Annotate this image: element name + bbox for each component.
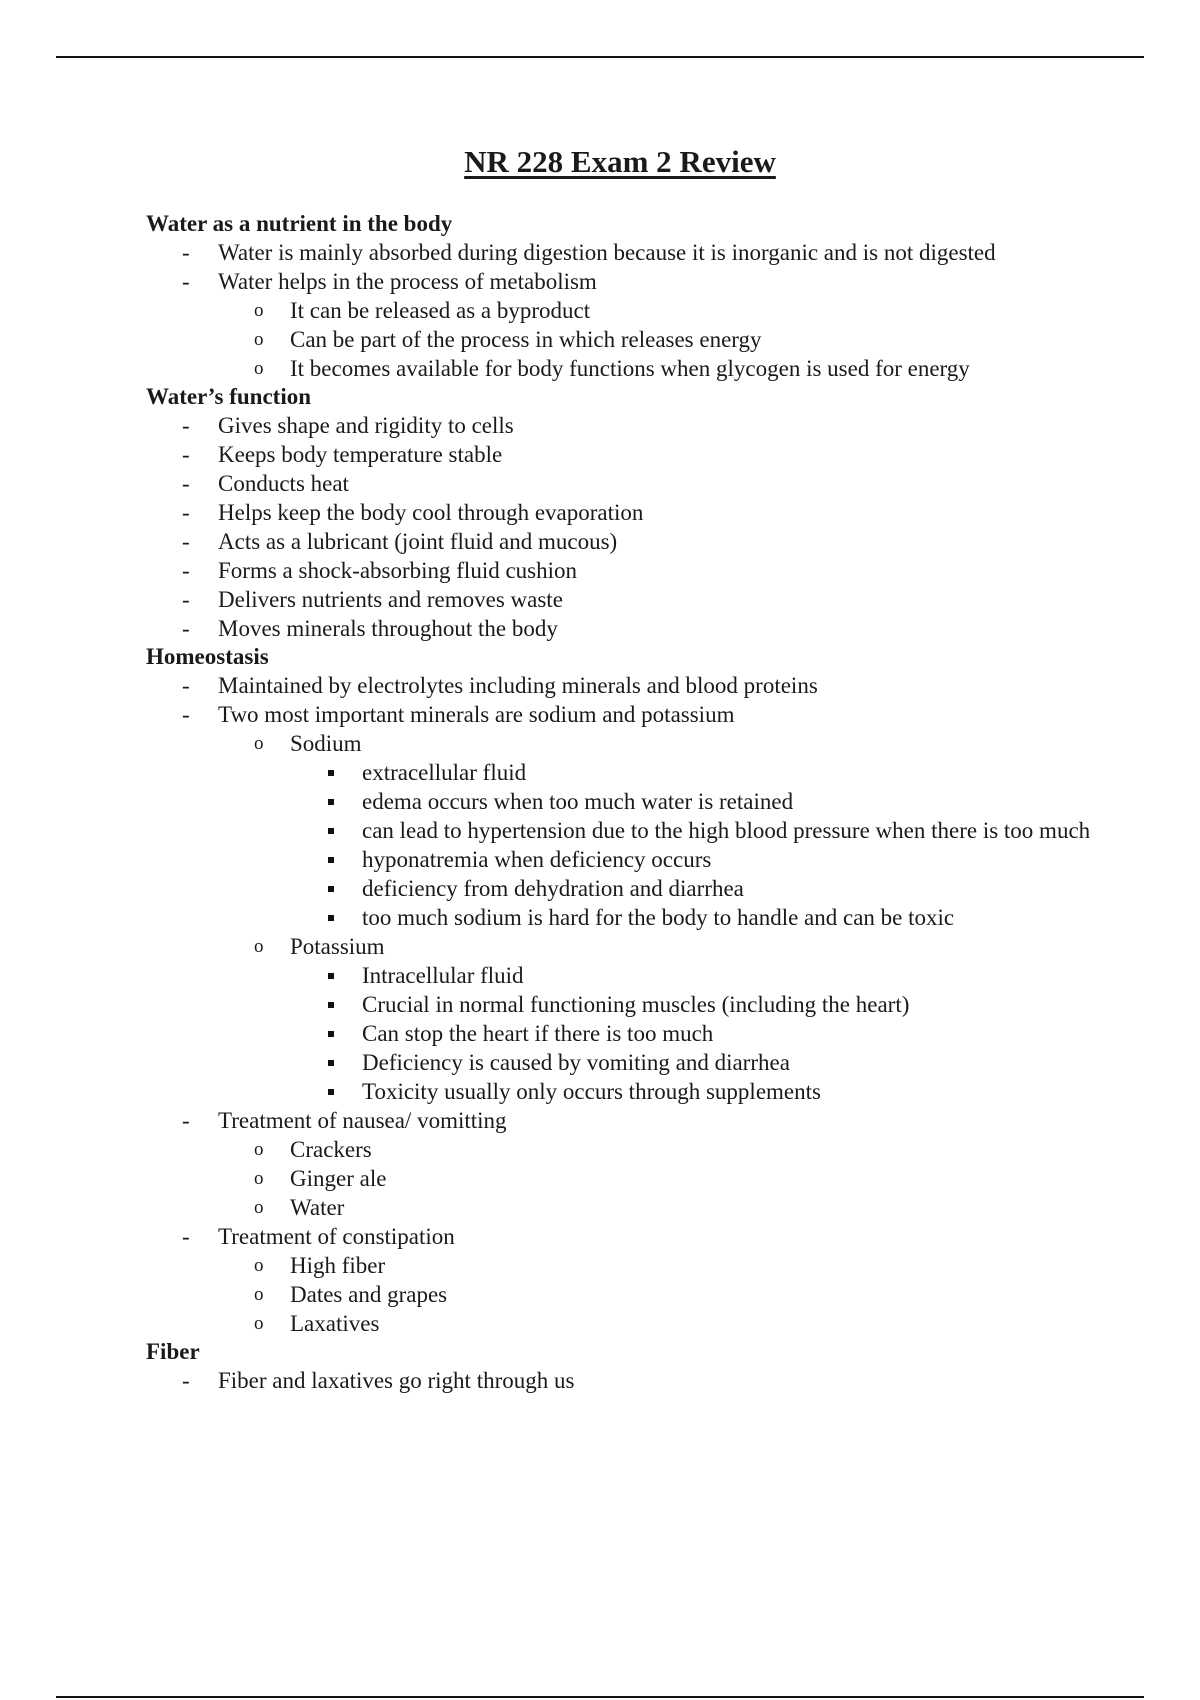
list-item-text: Crucial in normal functioning muscles (including the heart)	[362, 992, 910, 1017]
bottom-rule	[56, 1696, 1144, 1698]
list-item-text: Fiber and laxatives go right through us	[218, 1368, 575, 1393]
page-title: NR 228 Exam 2 Review	[464, 144, 776, 179]
list-item-text: Can be part of the process in which releases energy	[290, 327, 762, 352]
list-item	[146, 845, 1106, 874]
dash-bullet-icon: -	[182, 558, 190, 583]
list-item	[146, 1077, 1106, 1106]
dash-bullet-icon: -	[182, 442, 190, 467]
square-bullet-icon	[328, 1077, 334, 1106]
list-item-text: Deficiency is caused by vomiting and diarrhea	[362, 1050, 790, 1075]
list-item	[146, 1251, 1106, 1280]
square-bullet-icon	[328, 961, 334, 990]
square-bullet-icon	[328, 816, 334, 845]
square-bullet-icon	[328, 990, 334, 1019]
list-item	[146, 961, 1106, 990]
dash-bullet-icon: -	[182, 587, 190, 612]
dash-bullet-icon: -	[182, 702, 190, 727]
list-item	[146, 1106, 1106, 1135]
square-bullet-icon	[328, 1019, 334, 1048]
list-item-text: Can stop the heart if there is too much	[362, 1021, 714, 1046]
list-item-text: Laxatives	[290, 1311, 380, 1336]
dash-bullet-icon: -	[182, 240, 190, 265]
list-item-text: deficiency from dehydration and diarrhea	[362, 876, 744, 901]
square-bullet-icon	[328, 845, 334, 874]
list-item	[146, 787, 1106, 816]
circle-bullet-icon: o	[254, 300, 264, 321]
dash-bullet-icon: -	[182, 529, 190, 554]
list-item-text: can lead to hypertension due to the high blood pressure when there is too much	[362, 818, 1091, 843]
list-item-text: Forms a shock-absorbing fluid cushion	[218, 558, 578, 583]
list-item-text: Water is mainly absorbed during digestion because it is inorganic and is not digested	[218, 240, 996, 265]
dash-bullet-icon: -	[182, 673, 190, 698]
list-item	[146, 1193, 1106, 1222]
list-item	[146, 238, 1106, 267]
list-item-text: Intracellular fluid	[362, 963, 524, 988]
list-item-text: Helps keep the body cool through evaporation	[218, 500, 644, 525]
list-item-text: Sodium	[290, 731, 362, 756]
dash-bullet-icon: -	[182, 500, 190, 525]
list-item	[146, 354, 1106, 383]
square-bullet-icon	[328, 758, 334, 787]
dash-bullet-icon: -	[182, 616, 190, 641]
list-item	[146, 267, 1106, 296]
list-item-text: Acts as a lubricant (joint fluid and mucous)	[218, 529, 618, 554]
list-item-text: It can be released as a byproduct	[290, 298, 591, 323]
list-item-text: too much sodium is hard for the body to handle and can be toxic	[362, 905, 955, 930]
list-item	[146, 325, 1106, 354]
list-item-text: Water helps in the process of metabolism	[218, 269, 597, 294]
dash-bullet-icon: -	[182, 1108, 190, 1133]
list-item	[146, 585, 1106, 614]
square-bullet-icon	[328, 874, 334, 903]
circle-bullet-icon: o	[254, 733, 264, 754]
list-item	[146, 1048, 1106, 1077]
list-item	[146, 1366, 1106, 1395]
circle-bullet-icon: o	[254, 1284, 264, 1305]
square-bullet-icon	[328, 903, 334, 932]
circle-bullet-icon: o	[254, 329, 264, 350]
dash-bullet-icon: -	[182, 269, 190, 294]
list-item	[146, 903, 1106, 932]
list-item-text: Delivers nutrients and removes waste	[218, 587, 563, 612]
dash-bullet-icon: -	[182, 413, 190, 438]
list-item	[146, 671, 1106, 700]
list-item-text: hyponatremia when deficiency occurs	[362, 847, 712, 872]
list-item-text: Dates and grapes	[290, 1282, 448, 1307]
square-bullet-icon	[328, 1048, 334, 1077]
list-item	[146, 816, 1106, 845]
list-item-text: Two most important minerals are sodium and potassium	[218, 702, 735, 727]
dash-bullet-icon: -	[182, 1368, 190, 1393]
list-item	[146, 411, 1106, 440]
list-item-text: High fiber	[290, 1253, 386, 1278]
list-item-text: Ginger ale	[290, 1166, 387, 1191]
section-heading: Water as a nutrient in the body	[146, 211, 453, 236]
list-item	[146, 758, 1106, 787]
list-item-text: Conducts heat	[218, 471, 349, 496]
list-item	[146, 1135, 1106, 1164]
list-item	[146, 1222, 1106, 1251]
list-item	[146, 990, 1106, 1019]
circle-bullet-icon: o	[254, 1255, 264, 1276]
list-item-text: Keeps body temperature stable	[218, 442, 503, 467]
list-item	[146, 440, 1106, 469]
list-item	[146, 729, 1106, 758]
list-item	[146, 874, 1106, 903]
list-item-text: Potassium	[290, 934, 385, 959]
list-item-text: Crackers	[290, 1137, 372, 1162]
list-item	[146, 700, 1106, 729]
list-item-text: edema occurs when too much water is retained	[362, 789, 794, 814]
circle-bullet-icon: o	[254, 936, 264, 957]
dash-bullet-icon: -	[182, 471, 190, 496]
top-rule	[56, 56, 1144, 58]
list-item-text: Treatment of nausea/ vomitting	[218, 1108, 507, 1133]
list-item	[146, 498, 1106, 527]
list-item-text: Moves minerals throughout the body	[218, 616, 558, 641]
list-item	[146, 296, 1106, 325]
list-item-text: Gives shape and rigidity to cells	[218, 413, 514, 438]
dash-bullet-icon: -	[182, 1224, 190, 1249]
list-item	[146, 1309, 1106, 1338]
list-item	[146, 1164, 1106, 1193]
section-heading: Water’s function	[146, 384, 312, 409]
list-item	[146, 556, 1106, 585]
list-item-text: It becomes available for body functions when glycogen is used for energy	[290, 356, 970, 381]
circle-bullet-icon: o	[254, 1197, 264, 1218]
list-item	[146, 1280, 1106, 1309]
list-item-text: Maintained by electrolytes including minerals and blood proteins	[218, 673, 818, 698]
list-item	[146, 527, 1106, 556]
list-item	[146, 1019, 1106, 1048]
section-heading: Fiber	[146, 1339, 200, 1364]
list-item	[146, 469, 1106, 498]
list-item	[146, 614, 1106, 643]
list-item-text: Treatment of constipation	[218, 1224, 455, 1249]
list-item-text: extracellular fluid	[362, 760, 527, 785]
circle-bullet-icon: o	[254, 1313, 264, 1334]
circle-bullet-icon: o	[254, 358, 264, 379]
document-body	[146, 210, 1106, 1395]
circle-bullet-icon: o	[254, 1139, 264, 1160]
list-item	[146, 932, 1106, 961]
circle-bullet-icon: o	[254, 1168, 264, 1189]
list-item-text: Water	[290, 1195, 345, 1220]
section-heading: Homeostasis	[146, 644, 269, 669]
list-item-text: Toxicity usually only occurs through supplements	[362, 1079, 821, 1104]
square-bullet-icon	[328, 787, 334, 816]
